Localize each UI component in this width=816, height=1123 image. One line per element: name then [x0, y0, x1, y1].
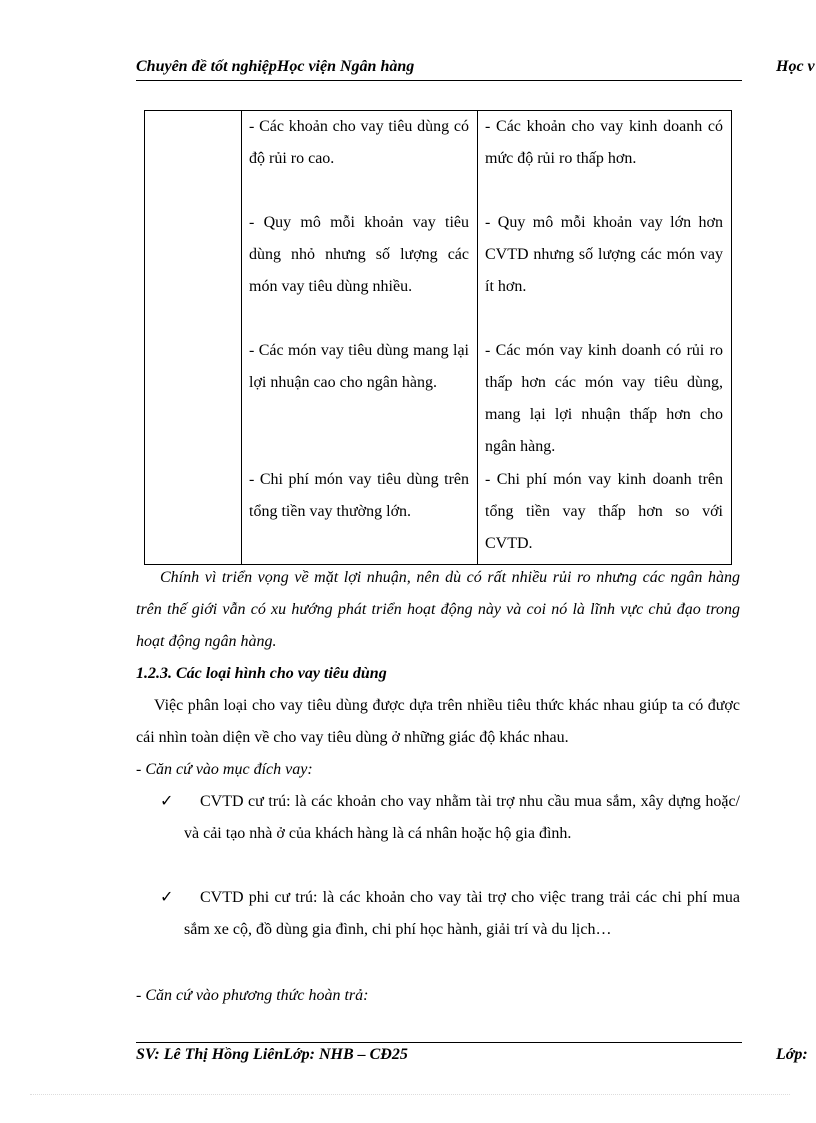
table-cell: - Các món vay kinh doanh có rủi ro thấp hơn các món vay tiêu dùng, mang lại lợi nhuận thấp hơn cho ngân hàng.: [485, 342, 723, 455]
table-cell: - Các món vay tiêu dùng mang lại lợi nhuận cao cho ngân hàng.: [249, 342, 469, 391]
table-cell: - Các khoản cho vay tiêu dùng có độ rủi ro cao.: [249, 118, 469, 167]
footer-rule: [136, 1042, 742, 1043]
header-title: Chuyên đề tốt nghiệpHọc viện Ngân hàng: [136, 58, 415, 75]
header-right-text: Học v: [776, 58, 815, 75]
checkmark-icon: ✓: [160, 793, 174, 810]
footer-student: SV: Lê Thị Hồng LiênLớp: NHB – CĐ25: [136, 1046, 408, 1063]
footer-right-text: Lớp:: [776, 1046, 808, 1063]
bullet-residential: CVTD cư trú: là các khoản cho vay nhằm tài trợ nhu cầu mua sắm, xây dựng hoặc/ và cải tạo nhà ở của khách hàng là cá nhân hoặc hộ gia đình.: [184, 793, 740, 842]
table-cell: - Quy mô mỗi khoản vay lớn hơn CVTD nhưng số lượng các món vay ít hơn.: [485, 214, 723, 295]
header-rule: [136, 80, 742, 81]
section-heading: 1.2.3. Các loại hình cho vay tiêu dùng: [136, 665, 387, 682]
comparison-table: [144, 110, 732, 565]
table-cell: - Các khoản cho vay kinh doanh có mức độ rủi ro thấp hơn.: [485, 118, 723, 167]
table-cell: - Chi phí món vay kinh doanh trên tổng tiền vay thấp hơn so với CVTD.: [485, 471, 723, 552]
checkmark-icon: ✓: [160, 889, 174, 906]
criterion-purpose: - Căn cứ vào mục đích vay:: [136, 761, 313, 778]
criterion-repayment: - Căn cứ vào phương thức hoàn trả:: [136, 987, 369, 1004]
paragraph-classification: Việc phân loại cho vay tiêu dùng được dựa trên nhiều tiêu thức khác nhau giúp ta có được cái nhìn toàn diện về cho vay tiêu dùng ở những giác độ khác nhau.: [136, 697, 740, 746]
table-divider-1: [241, 111, 242, 564]
table-cell: - Quy mô mỗi khoản vay tiêu dùng nhỏ nhưng số lượng các món vay tiêu dùng nhiều.: [249, 214, 469, 295]
paragraph-profit-outlook: Chính vì triển vọng về mặt lợi nhuận, nên dù có rất nhiều rủi ro nhưng các ngân hàng trên thế giới vẫn có xu hướng phát triển hoạt động này và coi nó là lĩnh vực chủ đạo trong hoạt động ngân hàng.: [136, 569, 740, 650]
table-cell: - Chi phí món vay tiêu dùng trên tổng tiền vay thường lớn.: [249, 471, 469, 520]
table-divider-2: [477, 111, 478, 564]
bullet-non-residential: CVTD phi cư trú: là các khoản cho vay tài trợ cho việc trang trải các chi phí mua sắm xe cộ, đồ dùng gia đình, chi phí học hành, giải trí và du lịch…: [184, 889, 740, 938]
page-bottom-border: [30, 1094, 790, 1095]
